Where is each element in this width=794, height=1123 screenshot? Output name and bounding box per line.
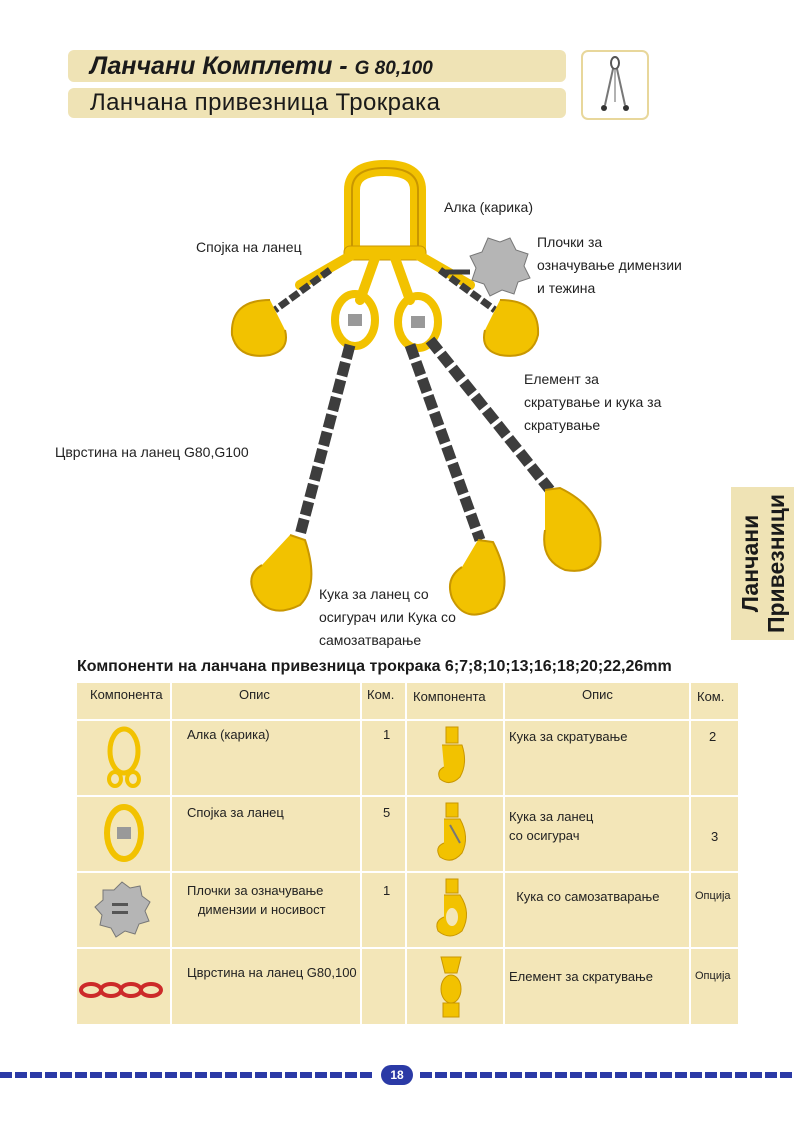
- label-hook: [319, 583, 456, 652]
- page-subtitle: Ланчана привезница Трокрака: [90, 89, 441, 116]
- label-master-link: Алка (карика): [444, 199, 533, 215]
- title-text: Ланчани Комплети -: [90, 52, 348, 80]
- row-desc: Кука со самозатварање: [509, 889, 660, 904]
- page-number: 18: [381, 1065, 413, 1085]
- header-qty: Ком.: [697, 689, 725, 704]
- header-description: Опис: [582, 687, 613, 702]
- desc-line: димензии и носивост: [187, 902, 326, 917]
- row-desc: Елемент за скратување: [509, 969, 653, 984]
- label-id-tag: [537, 231, 682, 300]
- label-line: Кука за ланец со: [319, 586, 429, 602]
- label-line: означување димензии: [537, 257, 682, 273]
- row-qty: 1: [383, 727, 391, 742]
- label-line: Плочки за: [537, 234, 603, 250]
- row-desc: Алка (карика): [187, 727, 270, 742]
- safety-hook-icon: [430, 801, 474, 867]
- label-connecting-link: Спојка на ланец: [196, 239, 302, 255]
- row-desc: Цврстина на ланец G80,100: [187, 965, 357, 980]
- label-chain-grade: Цврстина на ланец G80,G100: [55, 444, 249, 460]
- row-qty: 1: [383, 883, 391, 898]
- label-line: самозатварање: [319, 632, 422, 648]
- label-shortening-element: [524, 368, 661, 437]
- row-desc: [509, 807, 593, 845]
- red-chain-icon: [79, 979, 165, 1001]
- row-qty: 2: [709, 729, 717, 744]
- section-tab: [731, 487, 794, 640]
- desc-line: со осигурач: [509, 828, 580, 843]
- label-line: Елемент за: [524, 371, 599, 387]
- row-desc: Кука за скратување: [509, 729, 628, 744]
- shortening-hook-icon: [430, 723, 474, 789]
- title-grade: G 80,100: [354, 58, 433, 79]
- header-qty: Ком.: [367, 687, 395, 702]
- table-title: Компоненти на ланчана привезница трокрака 6;7;8;10;13;16;18;20;22,26mm: [77, 658, 672, 675]
- header-component: Компонента: [413, 689, 486, 704]
- label-line: скратување и кука за: [524, 394, 662, 410]
- header-description: Опис: [239, 687, 270, 702]
- label-line: осигурач или Кука со: [319, 609, 456, 625]
- row-qty: 3: [711, 829, 719, 844]
- label-line: и тежина: [537, 280, 596, 296]
- row-qty: Опција: [695, 970, 731, 982]
- self-locking-hook-icon: [430, 877, 474, 943]
- desc-line: Плочки за означување: [187, 883, 324, 898]
- row-desc: [187, 881, 326, 919]
- row-qty: 5: [383, 805, 391, 820]
- row-desc: Спојка за ланец: [187, 805, 284, 820]
- header-component: Компонента: [90, 687, 163, 702]
- label-line: скратување: [524, 417, 601, 433]
- desc-line: Кука за ланец: [509, 809, 594, 824]
- shortening-element-icon: [433, 953, 469, 1021]
- tab-line-1: Ланчани: [736, 514, 763, 613]
- id-tag-icon: [92, 879, 152, 939]
- connecting-link-icon: [99, 801, 149, 865]
- components-table: [77, 683, 738, 1024]
- row-qty: Опција: [695, 890, 731, 902]
- tab-line-2: Привезници: [762, 493, 789, 634]
- master-link-icon: [99, 725, 149, 789]
